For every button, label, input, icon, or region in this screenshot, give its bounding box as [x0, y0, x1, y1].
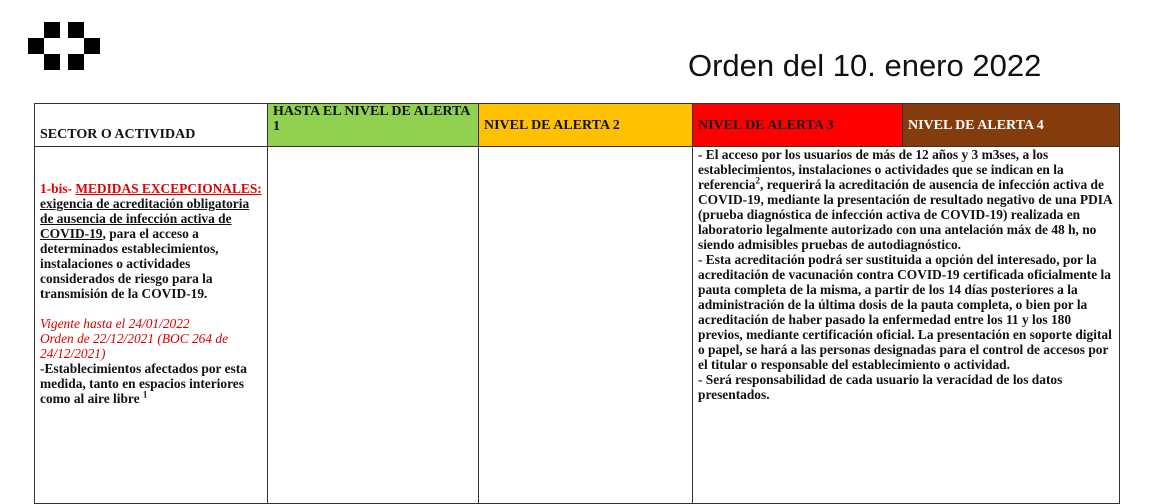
header-sector: SECTOR O ACTIVIDAD [35, 104, 268, 147]
paragraph-acceso: - El acceso por los usuarios de más de 12 años y 3 m3ses, a los establecimientos, instalaciones o actividades que se indican en la referencia$^2$, requerirá la acreditación de ausencia de infección activa de COVID-19, mediante la presentación de resultado negativo de una PDIA (prueba diagnóstica de infección activa de COVID-19) realizada en laboratorio legalmente autorizado con una antelación máx de 48 h, no siendo admisibles pruebas de autodiagnóstico. [698, 147, 1112, 252]
footnote-ref: 1 [142, 389, 148, 400]
header-nivel-1: HASTA EL NIVEL DE ALERTA 1 [268, 104, 479, 147]
table-header-row [35, 104, 1120, 147]
header-nivel-3: NIVEL DE ALERTA 3 [693, 104, 903, 147]
page-title: Orden del 10. enero 2022 [688, 48, 1042, 83]
establecimientos-text: -Establecimientos afectados por esta medida, tanto en espacios interiores como al aire libre $^1$ [40, 361, 247, 406]
sector-cell [35, 147, 268, 504]
alert-levels-table [34, 103, 1120, 504]
vigente-line-1: Vigente hasta el 24/01/2022 [40, 316, 190, 331]
paragraph-responsabilidad: - Será responsabilidad de cada usuario la veracidad de los datos presentados. [698, 372, 1063, 402]
vigente-block [40, 316, 262, 361]
nivel-1-cell [268, 147, 479, 504]
nivel-2-cell [479, 147, 693, 504]
header-nivel-4: NIVEL DE ALERTA 4 [903, 104, 1120, 147]
nivel-3-4-cell [693, 147, 1120, 504]
header-nivel-2: NIVEL DE ALERTA 2 [479, 104, 693, 147]
footnote-ref-2: 2 [755, 175, 760, 186]
sector-highlight: MEDIDAS EXCEPCIONALES: [75, 181, 262, 196]
table-row [35, 147, 1120, 504]
sector-prefix: 1-bis- [40, 181, 76, 196]
vigente-line-2: Orden de 22/12/2021 (BOC 264 de 24/12/2021) [40, 331, 229, 361]
logo-icon [28, 22, 100, 70]
paragraph-acreditacion: - Esta acreditación podrá ser sustituida a opción del interesado, por la acreditación de vacunación contra COVID-19 certificada oficialmente la pauta completa de la misma, a partir de los 14 días posteriores a la administración de la última dosis de la pauta completa, o bien por la acreditación de haber pasado la enfermedad entre los 11 y los 180 previos, mediante certificación oficial. La presentación en soporte digital o papel, se hará a las personas designadas para el control de accesos por el titular o responsable del establecimiento o actividad. [698, 252, 1112, 372]
sector-underlined: exigencia de acreditación obligatoria de ausencia de infección activa de COVID-19 [40, 196, 250, 241]
sector-rest: , para el acceso a determinados establecimientos, instalaciones o actividades considerados de riesgo para la transmisión de la COVID-19. [40, 226, 219, 301]
